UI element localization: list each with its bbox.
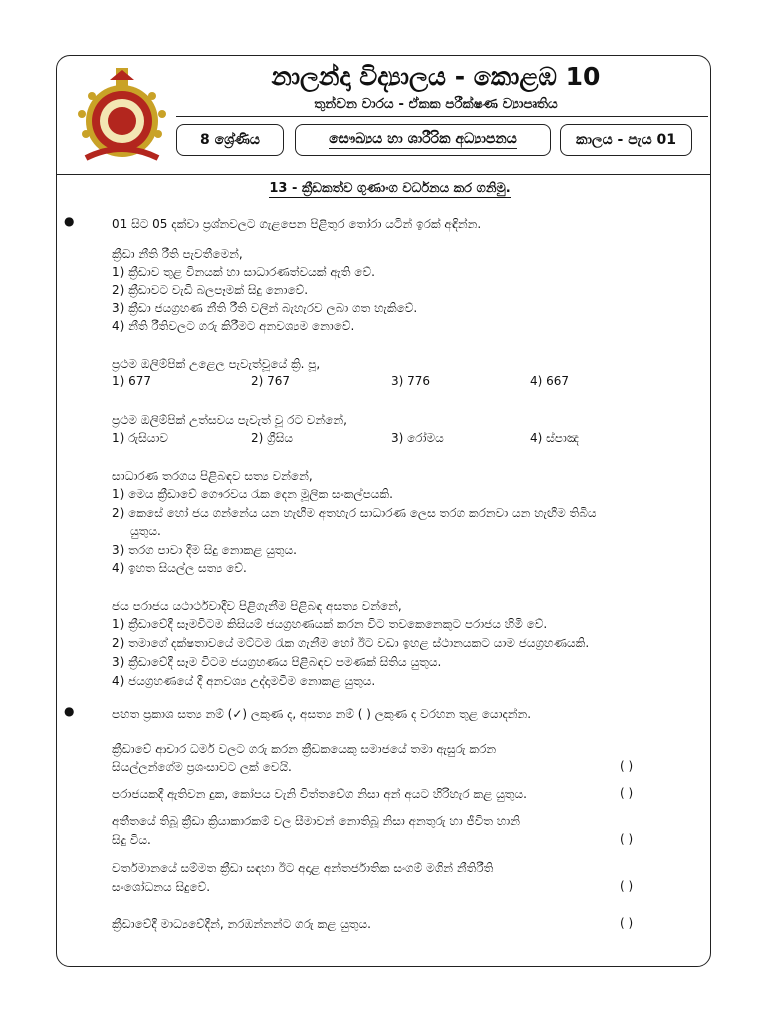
q4-option-2-cont: යුතුය. <box>130 524 161 538</box>
school-crest-icon <box>72 66 172 166</box>
q2-option-1: 1) 677 <box>112 374 152 388</box>
header-rule <box>176 116 708 117</box>
lesson-title-text: 13 - ක්‍රීඩකත්ව ගුණාංග වර්ධනය කර ගනිමු. <box>269 181 511 196</box>
q4-option-1: 1) මෙය ක්‍රීඩාවේ ගෞරවය රැක දෙන මූලික සංකල්පයකි. <box>112 487 393 501</box>
q2-option-4: 4) 667 <box>530 374 570 388</box>
section2-instruction: පහත ප්‍රකාශ සත්‍ය නම් (✓) ලකුණ ද, අසත්‍ය නම් ( ) ලකුණ ද වරහන තුළ යොදන්න. <box>112 707 532 721</box>
statement-1-line2: සියල්ලන්ගේම ප්‍රශංසාවට ලක් වෙයි. <box>112 760 292 774</box>
statement-3-line2: සිදු විය. <box>112 833 151 847</box>
answer-paren-1[interactable]: ( ) <box>620 759 634 773</box>
q1-option-3: 3) ක්‍රීඩා ජයග්‍රහණ නීති රීති වලින් බැහැරව ලබා ගත හැකිවේ. <box>112 301 418 315</box>
q1-stem: ක්‍රීඩා නීති රීති පැවතීමෙන්, <box>112 247 243 261</box>
q1-option-2: 2) ක්‍රීඩාවට වැඩි බලපෑමක් සිදු නොවේ. <box>112 283 309 297</box>
exam-title: තුන්වන වාරය - ඒකක පරීක්ෂණ ව්‍යාපෘතිය <box>314 96 558 112</box>
q4-stem: සාධාරණ තරගය පිළිබඳව සත්‍ය වන්නේ, <box>112 469 313 483</box>
q3-option-4: 4) ස්පාඤ <box>530 431 579 445</box>
q2-stem: ප්‍රථම ඔලිම්පික් උළෙල පැවැත්වූයේ ක්‍රි. පූ, <box>112 357 321 371</box>
q5-option-3: 3) ක්‍රීඩාවේදී සෑම විටම ජයග්‍රහණය පිළිබඳව පමණක් සිතිය යුතුය. <box>112 655 442 669</box>
q3-option-1: 1) රුසියාව <box>112 431 168 445</box>
statement-1-line1: ක්‍රීඩාවේ ආචාර ධර්ම වලට ගරු කරන ක්‍රීඩකයෙකු සමාජයේ තමා ඇසුරු කරන <box>112 742 497 756</box>
header-divider <box>56 174 711 175</box>
q5-option-2: 2) තමාගේ දක්ෂතාවයේ මට්ටම රැක ගැනීම හෝ ඊට වඩා ඉහළ ස්ථානයකට යාම ජයග්‍රහණයකි. <box>112 636 590 650</box>
grade-label: 8 ශ්‍රේණිය <box>200 132 260 148</box>
bullet-section1: ● <box>64 214 75 228</box>
statement-4-line2: සංශෝධනය සිදුවේ. <box>112 880 211 894</box>
answer-paren-2[interactable]: ( ) <box>620 786 634 800</box>
school-name: නාලන්දා විද්‍යාලය - කොළඹ 10 <box>271 62 601 91</box>
bullet-section2: ● <box>64 704 75 718</box>
lesson-title <box>200 181 580 196</box>
q1-option-4: 4) නීති රීතිවලට ගරු කිරීමට අනවශ්‍යම නොවේ. <box>112 319 355 333</box>
q3-stem: ප්‍රථම ඔලිම්පික් උත්සවය පැවැත් වූ රට වන්නේ, <box>112 413 347 427</box>
time-label: කාලය - පැය 01 <box>575 132 677 148</box>
section1-instruction: 01 සිට 05 දක්වා ප්‍රශ්නවලට ගැළපෙන පිළිතුර තෝරා යටින් ඉරක් අඳින්න. <box>112 217 482 231</box>
answer-paren-5[interactable]: ( ) <box>620 916 634 930</box>
answer-paren-3[interactable]: ( ) <box>620 832 634 846</box>
statement-3-line1: අතීතයේ තිබූ ක්‍රීඩා ක්‍රියාකාරකම් වල සීමාවන් නොතිබූ නිසා අනතුරු හා ජීවිත හානි <box>112 814 520 828</box>
answer-paren-4[interactable]: ( ) <box>620 879 634 893</box>
q5-option-4: 4) ජයග්‍රහණයේ දී අනවශ්‍ය උද්දාමවීම නොකළ යුතුය. <box>112 674 376 688</box>
q3-option-3: 3) රෝමය <box>391 431 444 445</box>
q2-option-2: 2) 767 <box>251 374 291 388</box>
q5-stem: ජය පරාජය යථාර්ථවාදීව පිළිගැනීම පිළිබඳ අසත්‍ය වන්නේ, <box>112 599 402 613</box>
q1-option-1: 1) ක්‍රීඩාව තුළ විනයක් හා සාධාරණත්වයක් ඇති වේ. <box>112 265 375 279</box>
statement-4-line1: වර්තමානයේ සම්මත ක්‍රීඩා සඳහා ඊට අදාළ අන්තර්ජාතික සංගම් මගින් නීතිරීති <box>112 861 494 875</box>
q4-option-4: 4) ඉහත සියල්ල සත්‍ය වේ. <box>112 561 247 575</box>
grade-box <box>176 124 284 156</box>
q5-option-1: 1) ක්‍රීඩාවේදී සෑමවිටම කිසියම් ජයග්‍රහණයක් කරන විට තවකෙනෙකුට පරාජය හිමි වේ. <box>112 617 548 631</box>
q3-option-2: 2) ග්‍රීසිය <box>251 431 293 445</box>
q2-option-3: 3) 776 <box>391 374 431 388</box>
statement-5-line1: ක්‍රීඩාවේදී මාධ්‍යවේදීන්, නරඹන්නන්ට ගරු කළ යුතුය. <box>112 917 371 931</box>
q4-option-2: 2) කෙසේ හෝ ජය ගන්නේය යන හැඟීම අතහැර සාධාරණ ලෙස තරග කරනවා යන හැඟීම තිබිය <box>112 506 597 520</box>
statement-2-line1: පරාජයකදී ඇතිවන දුක, කෝපය වැනි චිත්තවේග නිසා අන් අයට හිරිහැර කළ යුතුය. <box>112 787 527 801</box>
subject-label: සෞඛ්‍යය හා ශාරීරික අධ්‍යාපනය <box>329 131 517 147</box>
time-box <box>560 124 692 156</box>
q4-option-3: 3) තරග පාවා දීම සිදු නොකළ යුතුය. <box>112 543 297 557</box>
subject-box <box>295 124 551 156</box>
